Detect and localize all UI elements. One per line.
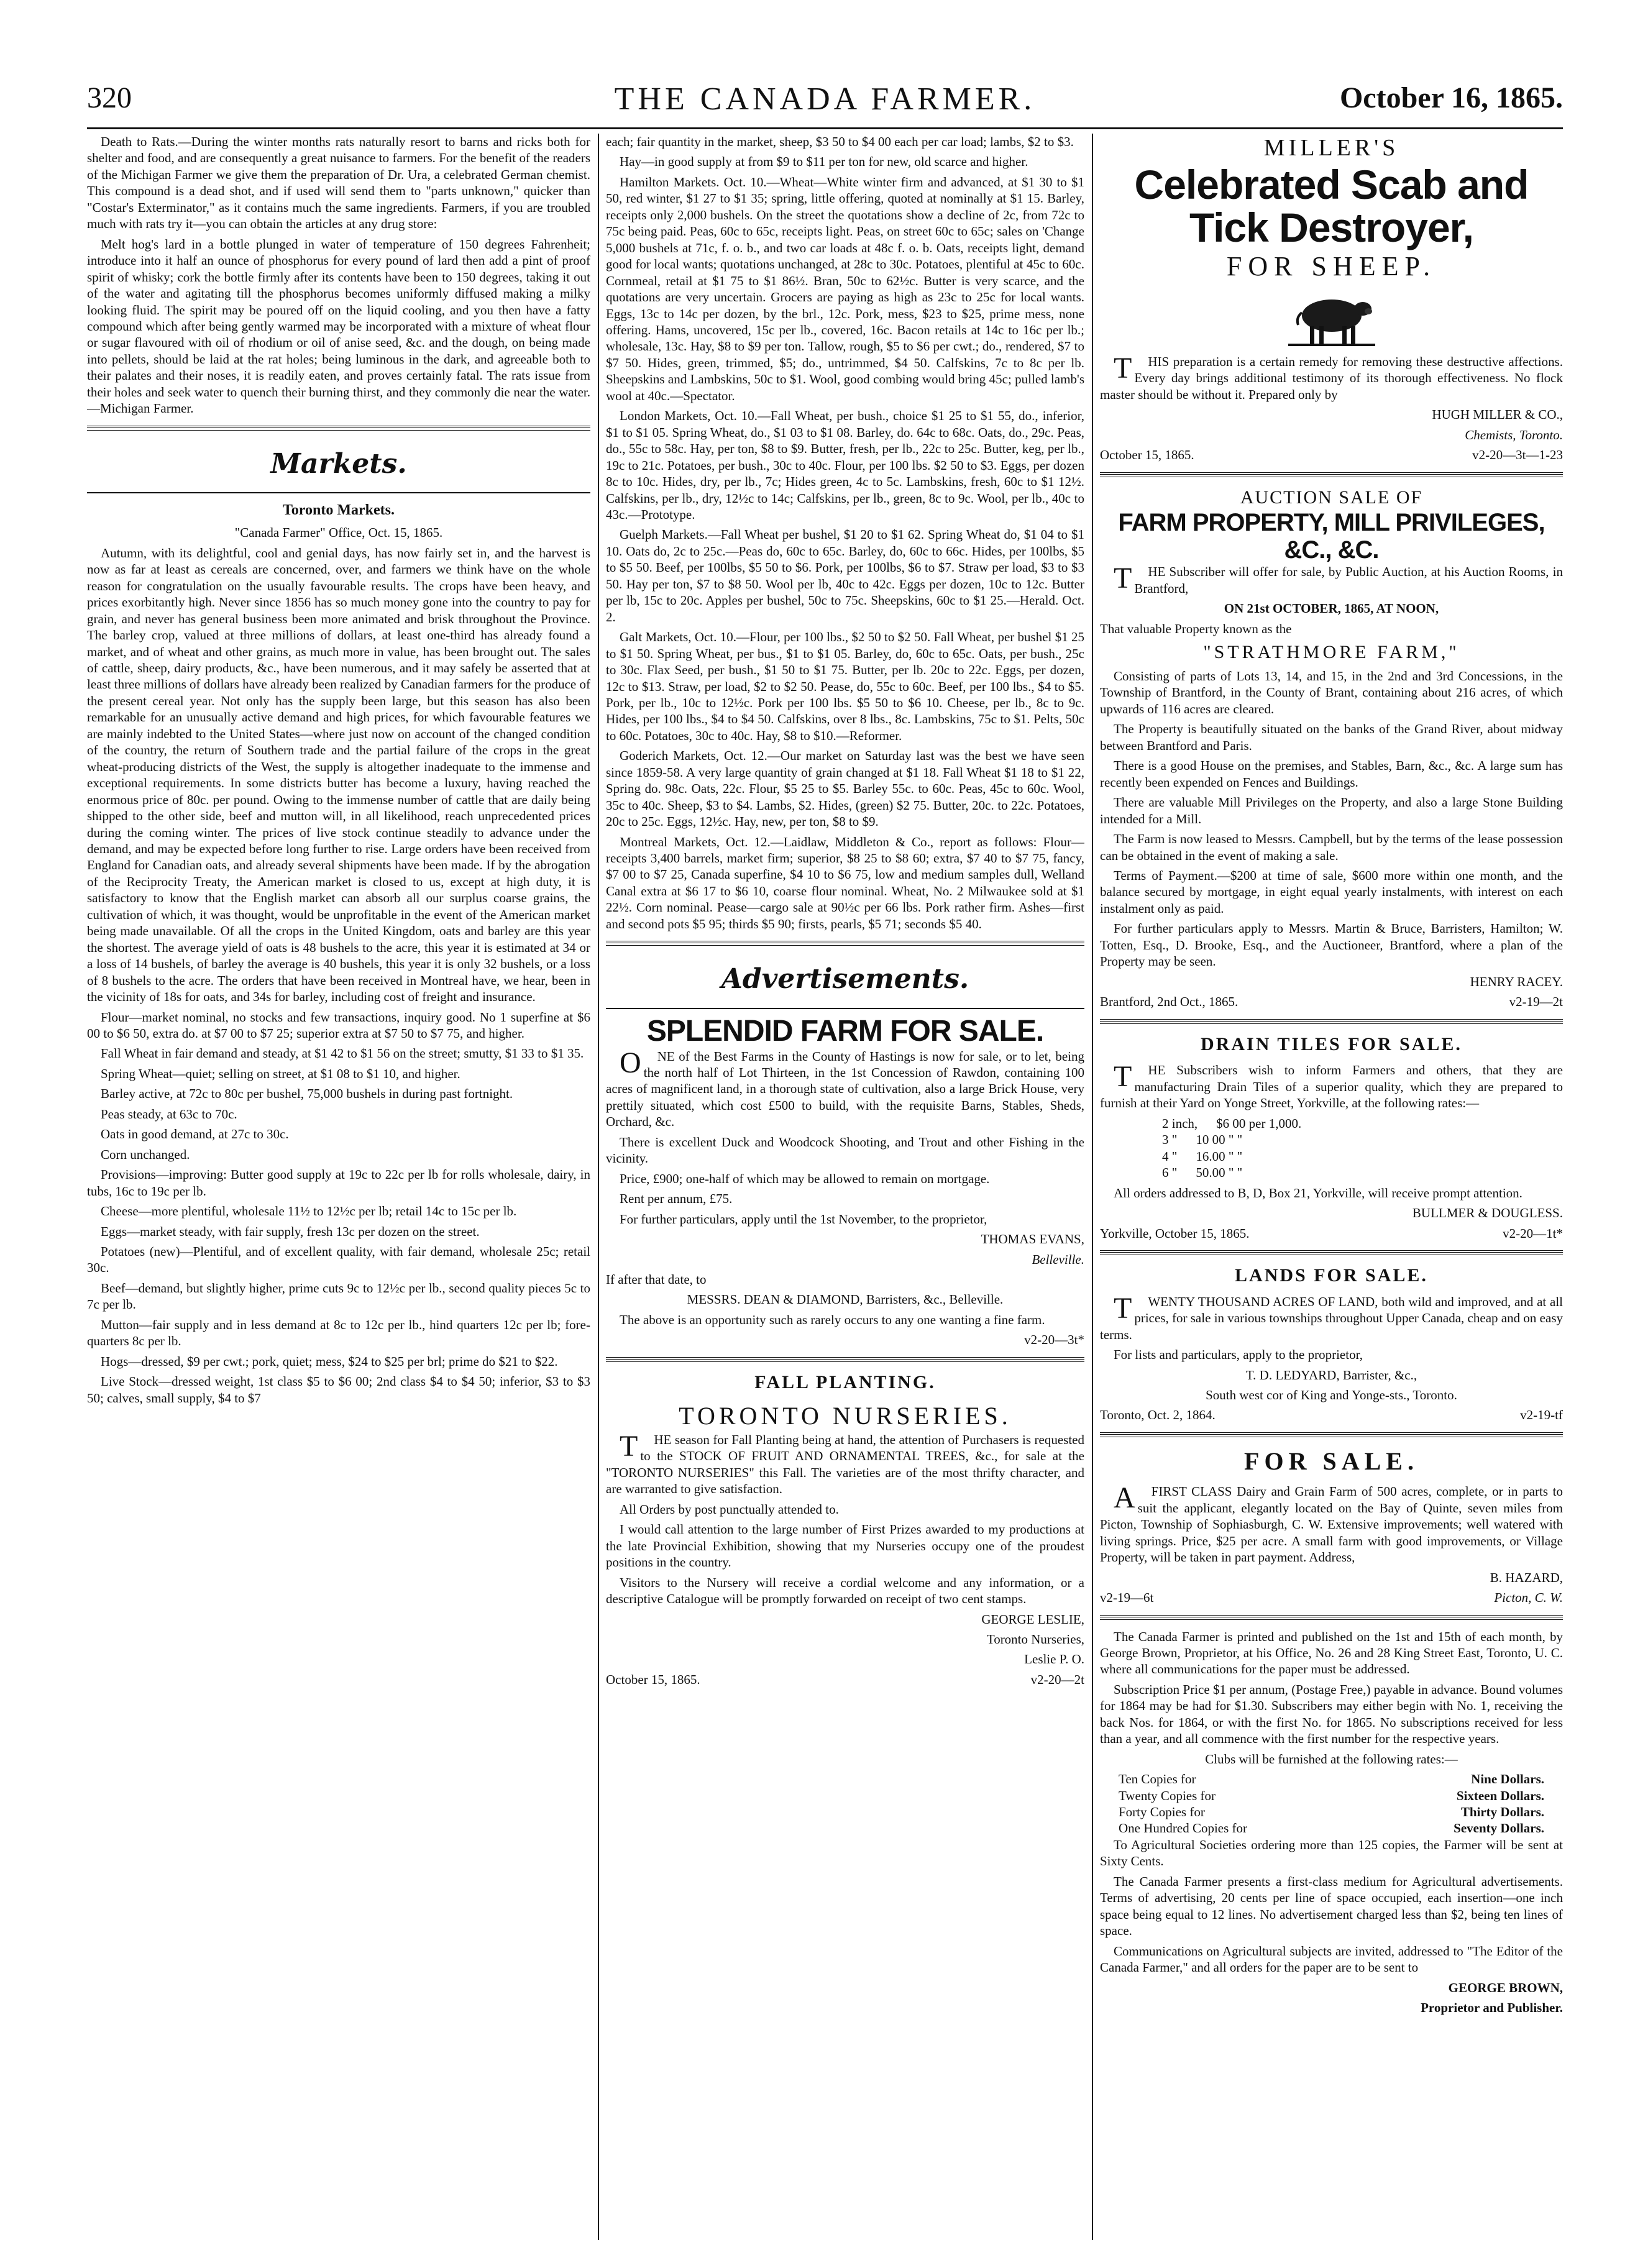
masthead	[87, 81, 1563, 124]
for-sale-p1: AFIRST CLASS Dairy and Grain Farm of 500 acres, complete, or in parts to suit the applicant, elegantly located on the Bay of Quinte, seven miles from Picton, Township of Sophiasburgh, C. W. Extensive improvements; well watered with living springs. Price, $25 per acre. A small farm with good improvements, or Village Property, will be taken in part payment. Address,	[1100, 1481, 1563, 1565]
section-rule	[606, 1008, 1084, 1009]
fall-planting-date: October 15, 1865.	[606, 1671, 700, 1687]
fall-planting-p2: All Orders by post punctually attended to.	[620, 1501, 839, 1517]
section-rule	[87, 492, 590, 493]
fall-planting-code: v2-20—2t	[1030, 1671, 1084, 1687]
publication-p2: Subscription Price $1 per annum, (Postage Free,) payable in advance. Bound volumes for 1864 may be had for $1.30. Subscribers may either begin with No. 1, receiving the back Nos. for 1864, or with the first No. for 1865. No subscriptions received for less than a year, and all commence with the first number for the respective years.	[1100, 1681, 1563, 1747]
toronto-provisions: Provisions—improving: Butter good supply at 19c to 22c per lb for rolls wholesale, dairy, in tubs, 16c to 19c per lb.	[87, 1167, 590, 1199]
auction-signature: HENRY RACEY.	[1470, 974, 1563, 989]
miller-code: v2-20—3t—1-23	[1472, 447, 1563, 463]
auction-p3: Consisting of parts of Lots 13, 14, and 15, in the 2nd and 3rd Concessions, in the Township of Brantford, in the County of Brant, containing about 216 acres, of which upwards of 116 acres are cleared.	[1100, 669, 1563, 716]
splendid-farm-p7: MESSRS. DEAN & DIAMOND, Barristers, &c., Belleville.	[687, 1292, 1004, 1307]
auction-p9: For further particulars apply to Messrs. Martin & Bruce, Barristers, Hamilton; W. Totten, Esq., D. Brooke, Esq., and the Auctioneer, Brantford, where a plan of the Property may be seen.	[1100, 921, 1563, 969]
club-price: Seventy Dollars.	[1454, 1821, 1544, 1836]
column-1	[87, 134, 590, 2246]
sheep-illustration	[1285, 288, 1378, 350]
column-divider	[1092, 134, 1093, 2240]
tile-price: 10 00 " "	[1196, 1132, 1243, 1148]
price-row	[1162, 1115, 1563, 1132]
toronto-oats: Oats in good demand, at 27c to 30c.	[101, 1127, 289, 1142]
lands-date: Toronto, Oct. 2, 1864.	[1100, 1407, 1216, 1423]
section-heading-markets: Markets.	[270, 447, 407, 480]
article-rats-p2: Melt hog's lard in a bottle plunged in water of temperature of 150 degrees Fahrenheit; introduce into it half an ounce of phosphorus for every pound of lard then add a pint of proof spirit of whisky; cork the bottle firmly after its contents have been to 150 degrees, taking it out of the water and agitating till the phosphorus becomes uniformly diffused making a milky looking fluid. The spirit may be poured off on the liquid cooling, and you then have a fatty compound which after being gently warmed may be incorporated with a mixture of wheat flour or sugar flavoured with oil of rhodium or oil of anise seed, &c. and the dough, on being made into pellets, should be laid at the rat holes; being luminous in the dark, and agreeable both to their palates and their noses, it is readily eaten, and proves certainly fatal. The rats issue from their holes and seek water to quench their burning thirst, and they commonly die near the water.—Michigan Farmer.	[87, 236, 590, 416]
miller-heading: MILLER'S	[1263, 135, 1399, 161]
toronto-flour: Flour—market nominal, no stocks and few transactions, inquiry good. No 1 superfine at $6 00 to $6 50, extra do. at $7 00 to $7 25; superior extra at $7 50 to $7 75, and higher.	[87, 1009, 590, 1041]
masthead-rule	[87, 127, 1563, 129]
toronto-potatoes: Potatoes (new)—Plentiful, and of excellent quality, with fair demand, wholesale 25c; retail 30c.	[87, 1243, 590, 1276]
page-number: 320	[87, 81, 132, 114]
miller-title: Celebrated Scab and Tick Destroyer,	[1134, 161, 1529, 251]
club-row	[1119, 1820, 1544, 1836]
auction-p8: Terms of Payment.—$200 at time of sale, $600 more within one month, and the balance secured by mortgage, in eight equal yearly instalments, with interest on each instalment only as paid.	[1100, 868, 1563, 916]
toronto-barley: Barley active, at 72c to 80c per bushel, 75,000 bushels in during past fortnight.	[101, 1086, 513, 1102]
auction-title: FARM PROPERTY, MILL PRIVILEGES, &C., &C.	[1118, 509, 1545, 564]
splendid-farm-p2: There is excellent Duck and Woodcock Shooting, and Trout and other Fishing in the vicinity.	[606, 1134, 1084, 1166]
toronto-nurseries-heading: TORONTO NURSERIES.	[679, 1401, 1012, 1430]
toronto-corn: Corn unchanged.	[101, 1146, 190, 1162]
drain-tiles-footer	[1100, 1225, 1563, 1241]
club-qty: One Hundred Copies for	[1119, 1821, 1248, 1836]
lands-p1: TWENTY THOUSAND ACRES OF LAND, both wild and improved, and at all prices, for sale in various townships throughout Upper Canada, cheap and on easy terms.	[1100, 1291, 1563, 1342]
ad-rule	[606, 1357, 1084, 1362]
issue-date: October 16, 1865.	[1339, 81, 1563, 114]
ad-rule	[1100, 472, 1563, 477]
splendid-farm-heading: SPLENDID FARM FOR SALE.	[646, 1014, 1044, 1048]
splendid-farm-p1: ONE of the Best Farms in the County of Hastings is now for sale, or to let, being the north half of Lot Thirteen, in the 1st Concession of Rawdon, containing 100 acres of magnificent land, in a thorough state of cultivation, also a large Brick House, very prettily situated, which cost £500 to build, with the requisite Barns, Stables, Sheds, Orchard, &c.	[606, 1046, 1084, 1130]
drain-tiles-signature: BULLMER & DOUGLESS.	[1412, 1205, 1563, 1221]
hamilton-markets: Hamilton Markets. Oct. 10.—Wheat—White winter firm and advanced, at $1 30 to $1 50, red winter, $1 27 to $1 35; spring, little offering, quoted at nominally at $1 15. Barley, receipts only 2,000 bushels. On the street the quotations show a decline of 2c, from 72c to 75c being paid. Peas, 60c to 65c, receipts light. Peas, on street 60c to 65c; sales on 'Change 5,000 bushels at 71c, f. o. b., and two car loads at 48c f. o. b. Oats, receipts light, demand good for local wants; quotations unchanged, at 28c to 30c. Potatoes, plentiful at 45c to 60c. Cornmeal, retail at $1 75 to $1 86½. Bran, 50c to 62½c. Butter is very scarce, and the quotations are very uncertain. Grocers are paying as high as 23c to 25c for local wants. Eggs, 13c to 14c per dozen, by the brl., 12c. Pork, mess, $23 to $25, prime mess, none offering. Hams, uncovered, 15c per lb., covered, 16c. Bacon retails at 14c to 16c per lb.; wholesale, 13c. Hay, $8 to $9 per ton. Tallow, rough, $5 to $6 per cwt.; do., rendered, $7 to $7 50. Hides, green, trimmed, $5; do., untrimmed, $4 50. Calfskins, 7c to 8c per lb. Sheepskins and Lambskins, 50c to $1. Wool, good combing would bring 45c; pulled lamb's wool at 40c.—Spectator.	[606, 174, 1084, 403]
publication-title: Proprietor and Publisher.	[1421, 2000, 1563, 2016]
tile-size: 4 "	[1162, 1148, 1178, 1164]
drain-tiles-code: v2-20—1t*	[1503, 1225, 1563, 1241]
auction-farm-name: "STRATHMORE FARM,"	[1203, 642, 1460, 663]
toronto-live-stock: Live Stock—dressed weight, 1st class $5 to $6 00; 2nd class $4 to $4 50; inferior, $3 to $3 50; calves, small supply, $4 to $7	[87, 1374, 590, 1406]
miller-location: Chemists, Toronto.	[1465, 427, 1563, 442]
column-3	[1100, 134, 1563, 2246]
club-qty: Twenty Copies for	[1119, 1788, 1216, 1803]
lands-code: v2-19-tf	[1520, 1407, 1563, 1423]
fall-planting-address-2: Leslie P. O.	[1024, 1652, 1084, 1667]
splendid-farm-p4: Rent per annum, £75.	[620, 1191, 733, 1207]
publication-p6: Communications on Agricultural subjects are invited, addressed to "The Editor of the Canada Farmer," and all orders for the paper are to be sent to	[1100, 1943, 1563, 1975]
club-row	[1119, 1771, 1544, 1787]
newspaper-title: THE CANADA FARMER.	[614, 81, 1036, 117]
miller-date: October 15, 1865.	[1100, 447, 1194, 463]
publication-p1: The Canada Farmer is printed and published on the 1st and 15th of each month, by George Brown, Proprietor, at his Office, No. 26 and 28 King Street East, Toronto, U. C. where all communications for the paper must be addressed.	[1100, 1629, 1563, 1677]
toronto-markets-heading: Toronto Markets.	[283, 502, 395, 519]
toronto-beef: Beef—demand, but slightly higher, prime cuts 9c to 12½c per lb., second quality pieces 5c to 7c per lb.	[87, 1280, 590, 1312]
tile-price: 16.00 " "	[1196, 1148, 1243, 1164]
fall-planting-signature: GEORGE LESLIE,	[981, 1611, 1084, 1627]
column-divider	[598, 134, 599, 2240]
london-markets: London Markets, Oct. 10.—Fall Wheat, per bush., choice $1 25 to $1 55, do., inferior, $1 to $1 05. Spring Wheat, do., $1 03 to $1 08. Barley, do. 64c to 68c. Oats, do., 29c. Peas, do., 55c to 58c. Hay, per ton, $8 to $9. Butter, fresh, per lb., 22c to 25c. Butter, keg, per lb., 19c to 21c. Potatoes, per bush., 30c to 40c. Flour, per 100 lbs. $2 50 to $3. Eggs, per dozen 8c to 10c. Hides, dry, per lb., 7c; Hides green, 4c to 5c. Lambskins, fresh, 60c to $1 12½. Calfskins, per lb., dry, 12½c to 14c; Calfskins, per lb., green, 8c to 9c. Wool, per lb., 40c to 43c.—Prototype.	[606, 408, 1084, 522]
splendid-farm-p3: Price, £900; one-half of which may be allowed to remain on mortgage.	[620, 1171, 990, 1186]
fall-planting-p1: THE season for Fall Planting being at hand, the attention of Purchasers is requested to the STOCK OF FRUIT AND ORNAMENTAL TREES, &c., for sale at the "TORONTO NURSERIES" this Fall. The varieties are of the most thrifty character, and are warranted to give satisfaction.	[606, 1429, 1084, 1497]
splendid-farm-place: Belleville.	[1032, 1251, 1084, 1267]
toronto-report: Autumn, with its delightful, cool and genial days, has now fairly set in, and the harvest is now as far at least as cereals are concerned, over, and farmers we think have on the whole reason for congratulation on the usually favourable results. The crops have been heavy, and prices exorbitantly high. Never since 1856 has so much money gone into the country to pay for grain, and never has general business been more animated and brisk throughout the Province. The barley crop, valued at three millions of dollars, at least one-third has already found a market, and of wheat and other grains, as much more in value, has been brought out. The sales of cattle, sheep, dairy products, &c., have been numerous, and it may safely be asserted that at least three millions of dollars have already been realized by Canadian farmers for the produce of the present cereal year. Not only has the supply been large, but this season has also been remarkable for an unusually active demand and high prices, for which favourable features we are mainly indebted to the United States—where just now on account of the changed condition of the country, the return of Southern trade and the partial failure of the crops in the great wheat-producing districts of the West, the supply is altogether inadequate to the immense and exceptional requirements. In some districts butter has become a luxury, having reached the enormous price of 80c. per pound. Owing to the immense number of cattle that are daily being shipped to the other side, beef and mutton will, in all likelihood, reach unprecedented prices during the coming winter. The prices of live stock continue steadily to advance under the demand, and may be expected before long further to rise. Large orders have been received from England for Canadian oats, and already several shipments have been made. If by the abrogation of the Reciprocity Treaty, the American market is closed to us, except at high duty, it is satisfactory to know that the English market can absorb all our surplus coarse grains, the cultivation of which, it was thought, would be unprofitable in the event of the American market being made unavailable. Of all the crops in the United Kingdom, oats and barley are this year the shortest. The average yield of oats is 48 bushels to the acre, this year it is estimated at 34 or a loss of 14 bushels, of barley the average is 40 bushels, this year it is only 32 bushels, or a loss of 8 bushels to the acre. The orders that have been received in Montreal have, we hear, been in the vicinity of 18s for oats, and 34s for barley, including cost of freight and insurance.	[87, 545, 590, 1005]
tile-size: 2 inch,	[1162, 1115, 1198, 1131]
splendid-farm-p8: The above is an opportunity such as rarely occurs to any one wanting a fine farm.	[620, 1312, 1045, 1327]
toronto-hogs: Hogs—dressed, $9 per cwt.; pork, quiet; mess, $24 to $25 per brl; prime do $21 to $22.	[101, 1353, 558, 1369]
auction-footer	[1100, 994, 1563, 1010]
toronto-fall-wheat: Fall Wheat in fair demand and steady, at $1 42 to $1 56 on the street; smutty, $1 33 to $1 35.	[101, 1046, 584, 1061]
splendid-farm-code: v2-20—3t*	[1024, 1332, 1084, 1348]
club-row	[1119, 1788, 1544, 1804]
auction-code: v2-19—2t	[1509, 994, 1563, 1010]
guelph-markets: Guelph Markets.—Fall Wheat per bushel, $1 20 to $1 62. Spring Wheat do, $1 04 to $1 10. Oats do, 2c to 25c.—Peas do, 60c to 65c. Barley, do, 60c to 66c. Hides, per 100lbs, $5 to $5 50. Beef, per 100lbs, $5 50 to $6. Pork, per 100lbs, $6 to $7. Straw per load, $3 to $3 50. Hay per ton, $7 to $8 50. Wool per lb, 40c to 42c. Eggs per dozen, 10c to 12c. Butter per lb, 15c to 20c. Apples per bushel, 50c to 75c. Sheepskins, 60c to $1 25.—Herald. Oct. 2.	[606, 527, 1084, 624]
tile-size: 6 "	[1162, 1165, 1178, 1181]
for-sale-footer	[1100, 1589, 1563, 1606]
splendid-farm-p6: If after that date, to	[606, 1271, 707, 1287]
section-heading-advertisements: Advertisements.	[721, 963, 969, 995]
auction-p4: The Property is beautifully situated on the banks of the Grand River, about midway between Brantford and Paris.	[1100, 721, 1563, 753]
fall-planting-address-1: Toronto Nurseries,	[986, 1631, 1084, 1647]
lands-heading: LANDS FOR SALE.	[1235, 1264, 1428, 1286]
club-qty: Forty Copies for	[1119, 1804, 1205, 1820]
drain-tiles-price-list	[1162, 1115, 1563, 1181]
miller-footer	[1100, 447, 1563, 463]
drain-tiles-heading: DRAIN TILES FOR SALE.	[1201, 1033, 1462, 1054]
lands-footer	[1100, 1407, 1563, 1423]
club-price: Sixteen Dollars.	[1456, 1788, 1544, 1803]
drain-tiles-date: Yorkville, October 15, 1865.	[1100, 1225, 1250, 1241]
miller-p1: THIS preparation is a certain remedy for removing these destructive affections. Every day brings additional testimony of its thorough effectiveness. No flock master should be without it. Prepared only by	[1100, 351, 1563, 402]
lands-address: South west cor of King and Yonge-sts., Toronto.	[1206, 1388, 1457, 1403]
article-rats-p1: Death to Rats.—During the winter months rats naturally resort to barns and ricks both for shelter and food, and are consequently a great nuisance to farmers. For the benefit of the readers of the Michigan Farmer we give them the preparation of Dr. Ura, a celebrated German chemist. This compound is a dead shot, and if used will send them to "parts unknown," quicker than "Costar's Exterminator," as it contains much the same ingredients. Farmers, if you are troubled much with rats try it—you can obtain the articles at any drug store:	[87, 134, 590, 232]
tile-price: $6 00 per 1,000.	[1216, 1115, 1302, 1131]
toronto-peas: Peas steady, at 63c to 70c.	[101, 1106, 237, 1122]
fall-planting-heading: FALL PLANTING.	[754, 1371, 936, 1392]
ad-rule	[1100, 1615, 1563, 1620]
section-rule	[87, 426, 590, 431]
publication-p3: Clubs will be furnished at the following rates:—	[1205, 1751, 1458, 1767]
tile-size: 3 "	[1162, 1132, 1178, 1148]
club-rates	[1100, 1771, 1563, 1837]
lands-p2: For lists and particulars, apply to the proprietor,	[1114, 1347, 1363, 1363]
publication-p4: To Agricultural Societies ordering more than 125 copies, the Farmer will be sent at Sixty Cents.	[1100, 1837, 1563, 1869]
drain-tiles-p2: All orders addressed to B, D, Box 21, Yorkville, will receive prompt attention.	[1114, 1185, 1522, 1200]
club-price: Thirty Dollars.	[1460, 1804, 1544, 1820]
ad-rule	[1100, 1250, 1563, 1255]
column-2	[606, 134, 1084, 2246]
for-sale-code: v2-19—6t	[1100, 1590, 1154, 1606]
for-sale-place: Picton, C. W.	[1494, 1590, 1563, 1606]
splendid-farm-p5: For further particulars, apply until the 1st November, to the proprietor,	[620, 1211, 987, 1227]
ad-rule	[1100, 1019, 1563, 1024]
auction-p5: There is a good House on the premises, and Stables, Barn, &c., &c. A large sum has recently been expended on Fences and Buildings.	[1100, 758, 1563, 790]
for-sale-signature: B. HAZARD,	[1490, 1570, 1563, 1585]
auction-date: Brantford, 2nd Oct., 1865.	[1100, 994, 1239, 1010]
drain-tiles-p1: THE Subscribers wish to inform Farmers and others, that they are manufacturing Drain Tiles of a superior quality, which they are prepared to furnish at their Yard on Yonge Street, Yorkville, at the following rates:—	[1100, 1060, 1563, 1111]
toronto-mutton: Mutton—fair supply and in less demand at 8c to 12c per lb., hind quarters 12c per lb; fore-quarters 8c per lb.	[87, 1317, 590, 1349]
auction-p2: That valuable Property known as the	[1100, 621, 1292, 636]
tile-price: 50.00 " "	[1196, 1165, 1243, 1181]
price-row	[1162, 1132, 1563, 1148]
ad-rule	[1100, 1432, 1563, 1437]
toronto-continued: each; fair quantity in the market, sheep, $3 50 to $4 00 each per car load; lambs, $2 to $3.	[606, 134, 1074, 149]
fall-planting-p3: I would call attention to the large number of First Prizes awarded to my productions at the late Provincial Exhibition, showing that my Nurseries occupy one of the proudest positions in the country.	[606, 1522, 1084, 1570]
price-row	[1162, 1164, 1563, 1181]
toronto-hay: Hay—in good supply at from $9 to $11 per ton for new, old scarce and higher.	[620, 154, 1028, 170]
auction-p7: The Farm is now leased to Messrs. Campbell, but by the terms of the lease possession can be obtained in the event of making a sale.	[1100, 831, 1563, 863]
miller-signature: HUGH MILLER & CO.,	[1432, 407, 1563, 423]
for-sale-heading: FOR SALE.	[1244, 1447, 1419, 1475]
publication-p5: The Canada Farmer presents a first-class medium for Agricultural advertisements. Terms of advertising, 20 cents per line of space occupied, each insertion—one inch space being equal to 12 lines. No advertisement charged less than $2, being ten lines of space.	[1100, 1873, 1563, 1939]
club-row	[1119, 1804, 1544, 1820]
auction-when: ON 21st OCTOBER, 1865, AT NOON,	[1224, 601, 1439, 616]
toronto-spring-wheat: Spring Wheat—quiet; selling on street, at $1 08 to $1 10, and higher.	[101, 1066, 460, 1081]
fall-planting-footer	[606, 1671, 1084, 1688]
auction-p1: THE Subscriber will offer for sale, by Public Auction, at his Auction Rooms, in Brantford,	[1114, 562, 1563, 596]
toronto-cheese: Cheese—more plentiful, wholesale 11½ to 12½c per lb; retail 14c to 15c per lb.	[101, 1204, 517, 1219]
publication-signature: GEORGE BROWN,	[1448, 1980, 1563, 1995]
galt-markets: Galt Markets, Oct. 10.—Flour, per 100 lbs., $2 50 to $2 50. Fall Wheat, per bushel $1 25 to $1 50. Spring Wheat, per bus., $1 to $1 05. Barley, do, 60c to 65c. Oats, per bush., 25c to 30c. Flax Seed, per bush., $1 50 to $1 75. Butter, per lb. 20c to 22c. Eggs, per dozen, 12c to $13. Straw, per load, $2 to $2 50. Pease, do, 55c to 60c. Beef, per 100 lbs., $4 to $5. Pork, per lb., 10c to 12½c. Pork per 100 lbs. $5 50 to $6 10. Cheese, per lb., 8c to 9c. Hides, per 100 lbs., $4 to $4 50. Calfskins, over 8 lbs., 8c. Lambskins, 75c to $1. Pelts, 50c to 60c. Potatoes, 30c to 40c. Hay, $8 to $10.—Reformer.	[606, 629, 1084, 743]
montreal-markets: Montreal Markets, Oct. 12.—Laidlaw, Middleton & Co., report as follows: Flour—receipts 3,400 barrels, market firm; superior, $8 25 to $8 60; extra, $7 40 to $7 75, fancy, $7 00 to $7 25, Canada superfine, $4 10 to $6 75, low and medium samples dull, Welland Canal extra at $6 17 to $6 10, coarse flour nominal. Wheat, No. 2 Milwaukee sold at $1 22½. Corn nominal. Pease—cargo sale at 90½c per 66 lbs. Pork rather firm. Ashes—first and second pots $5 95; thirds $5 90; firsts, pearls, $5 71; seconds $5 40.	[606, 834, 1084, 931]
club-qty: Ten Copies for	[1119, 1772, 1196, 1787]
section-rule	[606, 941, 1084, 946]
lands-signature: T. D. LEDYARD, Barrister, &c.,	[1245, 1367, 1417, 1383]
auction-heading: AUCTION SALE OF	[1240, 487, 1423, 508]
auction-p6: There are valuable Mill Privileges on the Property, and also a large Stone Building intended for a Mill.	[1100, 795, 1563, 826]
fall-planting-p4: Visitors to the Nursery will receive a cordial welcome and any information, or a descriptive Catalogue will be promptly forwarded on receipt of two cent stamps.	[606, 1575, 1084, 1607]
goderich-markets: Goderich Markets, Oct. 12.—Our market on Saturday last was the best we have seen since 1859-58. A very large quantity of grain changed at $1 18. Fall Wheat $1 18 to $1 22, Spring do. 98c. Oats, 22c. Flour, $5 25 to $5. Barley 55c. to 60c. Peas, 45c to 60c. Wool, 35c to 40c. Sheep, $3 to $4. Lambs, $2. Hides, (green) $2 75. Butter, 20c. to 22c. Potatoes, 20c to 25c. Eggs, 12½c. Hay, new, per ton, $8 to $9.	[606, 748, 1084, 830]
splendid-farm-signature: THOMAS EVANS,	[981, 1232, 1084, 1247]
miller-for-sheep: FOR SHEEP.	[1226, 251, 1437, 282]
price-row	[1162, 1148, 1563, 1164]
toronto-office-line: "Canada Farmer" Office, Oct. 15, 1865.	[234, 525, 443, 541]
toronto-eggs: Eggs—market steady, with fair supply, fresh 13c per dozen on the street.	[101, 1223, 480, 1239]
club-price: Nine Dollars.	[1471, 1772, 1544, 1787]
